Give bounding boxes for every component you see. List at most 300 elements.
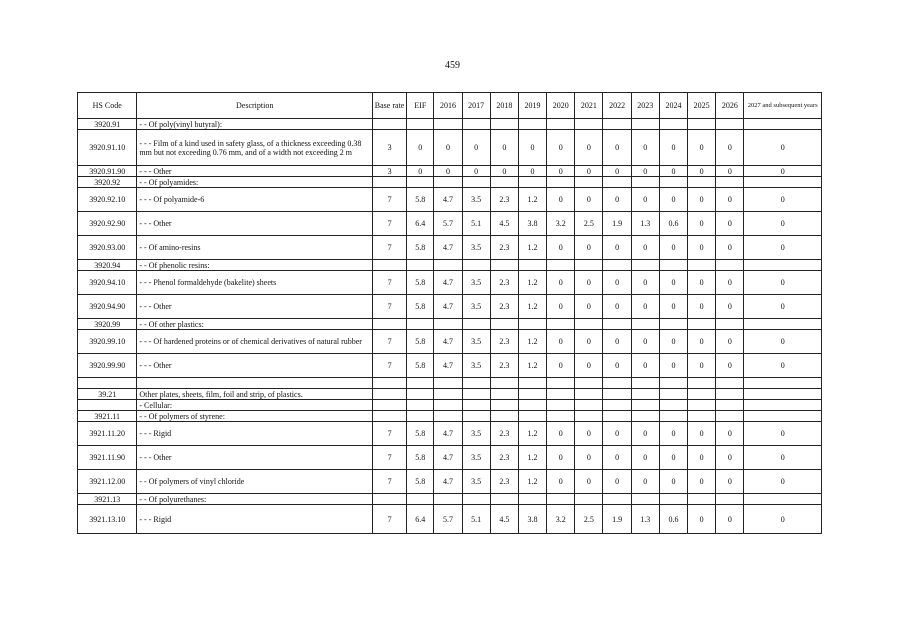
rate-cell: 5.8 (407, 236, 434, 260)
rate-cell (434, 400, 462, 411)
table-row (78, 389, 822, 400)
rate-cell (688, 319, 716, 330)
table-row (78, 177, 822, 188)
rate-cell: 2.3 (490, 422, 518, 446)
rate-cell: 3.2 (547, 505, 575, 534)
rate-cell: 0 (744, 354, 822, 378)
rate-cell (372, 400, 406, 411)
description-cell: - - Of amino-resins (137, 236, 373, 260)
description-cell: - Cellular: (137, 400, 373, 411)
rate-cell (434, 260, 462, 271)
column-header: 2017 (462, 93, 490, 119)
description-cell: - - - Rigid (137, 422, 373, 446)
rate-cell: 0 (631, 330, 659, 354)
rate-cell: 0 (716, 470, 744, 494)
rate-cell (688, 378, 716, 389)
hs-code-cell: 3920.92.90 (78, 212, 137, 236)
rate-cell (744, 378, 822, 389)
rate-cell: 1.2 (518, 470, 546, 494)
rate-cell: 0 (744, 188, 822, 212)
table-row (78, 271, 822, 295)
rate-cell (603, 119, 631, 130)
rate-cell (518, 177, 546, 188)
column-header: 2025 (688, 93, 716, 119)
rate-cell: 0 (575, 422, 603, 446)
rate-cell: 0.6 (659, 212, 687, 236)
rate-cell: 0 (659, 188, 687, 212)
rate-cell (462, 411, 490, 422)
rate-cell: 0 (575, 166, 603, 177)
rate-cell (603, 319, 631, 330)
table-row (78, 130, 822, 166)
description-cell: - - - Other (137, 354, 373, 378)
rate-cell: 4.7 (434, 446, 462, 470)
rate-cell: 0 (744, 212, 822, 236)
rate-cell: 5.7 (434, 212, 462, 236)
rate-cell (716, 378, 744, 389)
column-header: 2018 (490, 93, 518, 119)
hs-code-cell: 3921.11.20 (78, 422, 137, 446)
rate-cell: 2.3 (490, 295, 518, 319)
rate-cell (547, 378, 575, 389)
table-row (78, 260, 822, 271)
rate-cell (575, 260, 603, 271)
rate-cell (372, 378, 406, 389)
rate-cell (688, 411, 716, 422)
rate-cell (434, 119, 462, 130)
rate-cell: 0 (744, 295, 822, 319)
rate-cell: 3.5 (462, 330, 490, 354)
rate-cell (716, 177, 744, 188)
rate-cell: 4.7 (434, 470, 462, 494)
rate-cell: 0 (659, 330, 687, 354)
rate-cell: 0 (547, 271, 575, 295)
hs-code-cell (78, 378, 137, 389)
table-row (78, 119, 822, 130)
rate-cell: 0 (575, 236, 603, 260)
table-row (78, 411, 822, 422)
rate-cell: 0 (744, 470, 822, 494)
rate-cell: 0 (603, 422, 631, 446)
table-row (78, 295, 822, 319)
rate-cell (659, 378, 687, 389)
hs-code-cell: 3921.11 (78, 411, 137, 422)
rate-cell (688, 260, 716, 271)
rate-cell: 5.8 (407, 422, 434, 446)
rate-cell (603, 389, 631, 400)
hs-code-cell: 3920.91.90 (78, 166, 137, 177)
rate-cell: 0 (462, 130, 490, 166)
rate-cell: 0 (688, 188, 716, 212)
description-cell: - - Of polymers of vinyl chloride (137, 470, 373, 494)
rate-cell: 0 (547, 130, 575, 166)
rate-cell: 4.7 (434, 330, 462, 354)
rate-cell: 0 (575, 446, 603, 470)
rate-cell (407, 400, 434, 411)
rate-cell: 5.8 (407, 470, 434, 494)
rate-cell: 0 (716, 446, 744, 470)
rate-cell: 0 (716, 166, 744, 177)
rate-cell (631, 378, 659, 389)
rate-cell: 0 (603, 188, 631, 212)
rate-cell: 2.3 (490, 354, 518, 378)
rate-cell: 0 (547, 166, 575, 177)
hs-code-cell (78, 400, 137, 411)
table-row (78, 236, 822, 260)
rate-cell: 1.2 (518, 330, 546, 354)
rate-cell (659, 411, 687, 422)
rate-cell (518, 319, 546, 330)
rate-cell: 4.5 (490, 212, 518, 236)
rate-cell (659, 400, 687, 411)
rate-cell: 0 (547, 330, 575, 354)
rate-cell: 0 (688, 166, 716, 177)
rate-cell: 4.5 (490, 505, 518, 534)
rate-cell (407, 119, 434, 130)
table-row (78, 505, 822, 534)
rate-cell: 0 (744, 330, 822, 354)
rate-cell: 7 (372, 446, 406, 470)
rate-cell: 0 (603, 236, 631, 260)
table-row (78, 319, 822, 330)
rate-cell (518, 260, 546, 271)
rate-cell (407, 260, 434, 271)
description-cell: - - - Other (137, 295, 373, 319)
rate-cell (744, 494, 822, 505)
rate-cell (603, 400, 631, 411)
rate-cell: 0 (659, 354, 687, 378)
column-header: Base rate (372, 93, 406, 119)
table-row (78, 330, 822, 354)
rate-cell (716, 319, 744, 330)
rate-cell (547, 494, 575, 505)
rate-cell (603, 260, 631, 271)
rate-cell (490, 319, 518, 330)
rate-cell (603, 411, 631, 422)
table-row (78, 494, 822, 505)
rate-cell: 1.2 (518, 446, 546, 470)
rate-cell: 0 (659, 470, 687, 494)
rate-cell (462, 119, 490, 130)
rate-cell (434, 494, 462, 505)
rate-cell (547, 411, 575, 422)
rate-cell: 1.2 (518, 188, 546, 212)
rate-cell (547, 119, 575, 130)
rate-cell: 1.9 (603, 505, 631, 534)
rate-cell: 6.4 (407, 505, 434, 534)
rate-cell: 0 (744, 166, 822, 177)
rate-cell: 3.5 (462, 188, 490, 212)
column-header: Description (137, 93, 373, 119)
rate-cell (462, 389, 490, 400)
rate-cell: 3.8 (518, 212, 546, 236)
rate-cell (631, 389, 659, 400)
rate-cell: 2.3 (490, 446, 518, 470)
column-header: 2027 and subsequent years (744, 93, 822, 119)
rate-cell: 0 (688, 422, 716, 446)
rate-cell: 0 (659, 295, 687, 319)
column-header: 2024 (659, 93, 687, 119)
rate-cell: 2.3 (490, 271, 518, 295)
rate-cell (659, 389, 687, 400)
description-cell: - - - Rigid (137, 505, 373, 534)
rate-cell: 1.2 (518, 236, 546, 260)
table-row (78, 354, 822, 378)
rate-cell (372, 260, 406, 271)
rate-cell: 0 (462, 166, 490, 177)
rate-cell (716, 494, 744, 505)
rate-cell: 5.1 (462, 505, 490, 534)
hs-code-cell: 3920.91 (78, 119, 137, 130)
hs-code-cell: 3920.99 (78, 319, 137, 330)
rate-cell: 0 (575, 271, 603, 295)
rate-cell (716, 260, 744, 271)
rate-cell: 7 (372, 422, 406, 446)
rate-cell: 0 (659, 446, 687, 470)
rate-cell: 0 (603, 295, 631, 319)
rate-cell: 7 (372, 505, 406, 534)
rate-cell: 0 (688, 470, 716, 494)
rate-cell (716, 389, 744, 400)
rate-cell (688, 389, 716, 400)
rate-cell: 0 (603, 470, 631, 494)
rate-cell: 4.7 (434, 354, 462, 378)
rate-cell: 1.9 (603, 212, 631, 236)
rate-cell: 0 (575, 354, 603, 378)
hs-code-cell: 3920.92.10 (78, 188, 137, 212)
column-header: 2020 (547, 93, 575, 119)
rate-cell (462, 260, 490, 271)
rate-cell (744, 319, 822, 330)
rate-cell: 0 (688, 236, 716, 260)
hs-code-cell: 3920.94.90 (78, 295, 137, 319)
rate-cell (490, 400, 518, 411)
column-header: 2016 (434, 93, 462, 119)
hs-code-cell: 3920.94 (78, 260, 137, 271)
rate-cell: 0 (744, 505, 822, 534)
column-header: 2019 (518, 93, 546, 119)
rate-cell: 2.5 (575, 212, 603, 236)
rate-cell: 0 (603, 130, 631, 166)
table-row (78, 212, 822, 236)
rate-cell: 0 (688, 505, 716, 534)
rate-cell (462, 378, 490, 389)
rate-cell: 0 (744, 422, 822, 446)
rate-cell: 0 (631, 130, 659, 166)
rate-cell: 0 (716, 295, 744, 319)
rate-cell: 0 (688, 295, 716, 319)
rate-cell: 0 (688, 330, 716, 354)
rate-cell: 0 (547, 446, 575, 470)
rate-cell: 0 (688, 446, 716, 470)
rate-cell: 5.8 (407, 446, 434, 470)
rate-cell: 0 (518, 130, 546, 166)
rate-cell: 0 (603, 330, 631, 354)
rate-cell: 5.8 (407, 330, 434, 354)
description-cell: - - - Phenol formaldehyde (bakelite) sheets (137, 271, 373, 295)
rate-cell: 0 (407, 166, 434, 177)
rate-cell: 3.2 (547, 212, 575, 236)
rate-cell: 0 (575, 188, 603, 212)
rate-cell (434, 389, 462, 400)
table-row (78, 378, 822, 389)
rate-cell: 0 (631, 271, 659, 295)
rate-cell: 0 (631, 354, 659, 378)
hs-code-cell: 3920.99.90 (78, 354, 137, 378)
rate-cell: 0 (575, 470, 603, 494)
rate-cell (575, 411, 603, 422)
rate-cell: 0 (716, 130, 744, 166)
description-cell: - - - Of hardened proteins or of chemical derivatives of natural rubber (137, 330, 373, 354)
rate-cell: 0 (547, 188, 575, 212)
table-header-row (78, 93, 822, 119)
rate-cell: 0 (716, 188, 744, 212)
rate-cell: 3.5 (462, 354, 490, 378)
rate-cell: 0 (631, 236, 659, 260)
rate-cell: 0 (631, 470, 659, 494)
rate-cell (518, 389, 546, 400)
rate-cell: 0 (631, 422, 659, 446)
rate-cell: 3.8 (518, 505, 546, 534)
rate-cell: 4.7 (434, 295, 462, 319)
rate-cell: 3.5 (462, 295, 490, 319)
column-header: HS Code (78, 93, 137, 119)
column-header: 2021 (575, 93, 603, 119)
hs-code-cell: 3921.12.00 (78, 470, 137, 494)
rate-cell (744, 411, 822, 422)
description-cell: - - - Of polyamide-6 (137, 188, 373, 212)
rate-cell (434, 319, 462, 330)
rate-cell: 0 (744, 271, 822, 295)
rate-cell (659, 119, 687, 130)
rate-cell: 2.3 (490, 188, 518, 212)
rate-cell: 3.5 (462, 470, 490, 494)
hs-code-cell: 3921.13 (78, 494, 137, 505)
rate-cell: 3 (372, 166, 406, 177)
rate-cell: 2.3 (490, 470, 518, 494)
rate-cell: 0 (716, 271, 744, 295)
rate-cell (688, 400, 716, 411)
rate-cell: 5.7 (434, 505, 462, 534)
column-header: 2022 (603, 93, 631, 119)
rate-cell: 0 (631, 446, 659, 470)
description-cell: - - Of polymers of styrene: (137, 411, 373, 422)
rate-cell: 0 (659, 130, 687, 166)
description-cell: - - Of polyurethanes: (137, 494, 373, 505)
rate-cell: 0 (688, 212, 716, 236)
hs-code-cell: 3920.94.10 (78, 271, 137, 295)
rate-cell: 5.8 (407, 188, 434, 212)
rate-cell: 3.5 (462, 271, 490, 295)
description-cell: - - - Other (137, 212, 373, 236)
rate-cell (518, 378, 546, 389)
rate-cell (631, 119, 659, 130)
rate-cell: 0 (631, 295, 659, 319)
description-cell: - - - Other (137, 446, 373, 470)
rate-cell (603, 378, 631, 389)
rate-cell (490, 119, 518, 130)
table-row (78, 470, 822, 494)
hs-code-cell: 3920.99.10 (78, 330, 137, 354)
hs-code-cell: 3921.11.90 (78, 446, 137, 470)
rate-cell: 0.6 (659, 505, 687, 534)
rate-cell (716, 400, 744, 411)
rate-cell: 0 (744, 236, 822, 260)
rate-cell (659, 260, 687, 271)
rate-cell: 0 (575, 330, 603, 354)
hs-code-cell: 3920.93.00 (78, 236, 137, 260)
rate-cell: 1.2 (518, 422, 546, 446)
rate-cell (575, 319, 603, 330)
rate-cell: 0 (716, 354, 744, 378)
description-cell: - - Of poly(vinyl butyral): (137, 119, 373, 130)
rate-cell: 0 (490, 166, 518, 177)
rate-cell: 0 (603, 271, 631, 295)
rate-cell: 0 (744, 446, 822, 470)
rate-cell (603, 494, 631, 505)
rate-cell: 0 (603, 166, 631, 177)
rate-cell: 7 (372, 236, 406, 260)
rate-cell: 7 (372, 188, 406, 212)
rate-cell (462, 494, 490, 505)
hs-code-cell: 3921.13.10 (78, 505, 137, 534)
hs-code-cell: 3920.91.10 (78, 130, 137, 166)
rate-cell: 0 (631, 166, 659, 177)
rate-cell (716, 119, 744, 130)
rate-cell: 3.5 (462, 446, 490, 470)
rate-cell: 5.8 (407, 295, 434, 319)
rate-cell (631, 260, 659, 271)
rate-cell (407, 389, 434, 400)
rate-cell: 3 (372, 130, 406, 166)
rate-cell: 2.3 (490, 236, 518, 260)
rate-cell (659, 177, 687, 188)
rate-cell: 0 (744, 130, 822, 166)
rate-cell (744, 119, 822, 130)
rate-cell: 5.1 (462, 212, 490, 236)
rate-cell: 1.2 (518, 271, 546, 295)
rate-cell: 3.5 (462, 422, 490, 446)
rate-cell: 0 (603, 446, 631, 470)
column-header: 2026 (716, 93, 744, 119)
rate-cell (547, 400, 575, 411)
rate-cell: 0 (575, 130, 603, 166)
rate-cell: 0 (518, 166, 546, 177)
page-number: 459 (445, 60, 460, 71)
rate-cell (631, 400, 659, 411)
table-row (78, 166, 822, 177)
rate-cell: 0 (434, 166, 462, 177)
rate-cell (688, 494, 716, 505)
rate-cell: 7 (372, 212, 406, 236)
rate-cell (575, 119, 603, 130)
rate-cell (744, 389, 822, 400)
column-header: 2023 (631, 93, 659, 119)
description-cell: - - Of phenolic resins: (137, 260, 373, 271)
rate-cell: 0 (659, 271, 687, 295)
rate-cell (744, 177, 822, 188)
rate-cell (490, 389, 518, 400)
rate-cell (575, 494, 603, 505)
rate-cell (547, 319, 575, 330)
rate-cell: 0 (407, 130, 434, 166)
rate-cell: 0 (716, 330, 744, 354)
table-row (78, 400, 822, 411)
rate-cell (716, 411, 744, 422)
rate-cell (631, 494, 659, 505)
rate-cell (372, 411, 406, 422)
rate-cell: 0 (547, 236, 575, 260)
